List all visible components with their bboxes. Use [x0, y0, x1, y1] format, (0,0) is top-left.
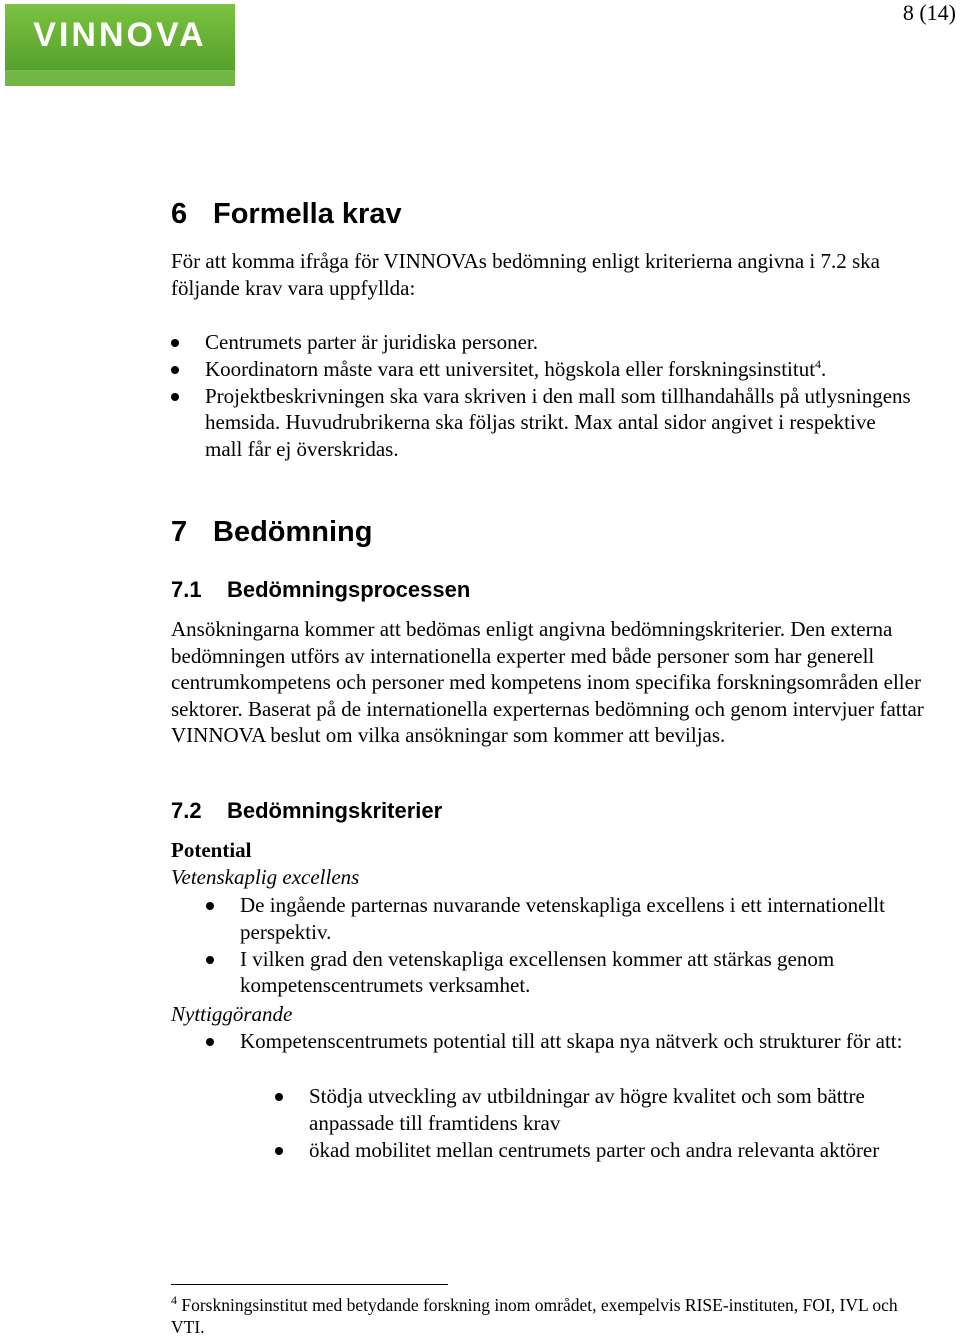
utilization-list [171, 1028, 941, 1055]
section-6-heading [171, 198, 402, 231]
page-number: 8 (14) [902, 0, 956, 25]
bullet-icon [171, 339, 179, 347]
list-item: I vilken grad den vetenskapliga excellensen kommer att stärkas genom kompetenscentrumets verksamhet. [171, 946, 911, 1000]
section-number: 7 [171, 516, 188, 548]
list-item: Stödja utveckling av utbildningar av högre kvalitet och som bättre anpassade till framtidens krav [171, 1083, 931, 1137]
bullet-icon [206, 956, 214, 964]
excellence-heading: Vetenskaplig excellens [171, 865, 360, 889]
list-item: Projektbeskrivningen ska vara skriven i den mall som tillhandahålls på utlysningens hemsida. Huvudrubrikerna ska följas strikt. Max antal sidor angivet i respektive mall får ej överskridas. [171, 383, 911, 463]
section-7-heading [171, 516, 373, 549]
footnote-number: 4 [171, 1293, 177, 1308]
footnote [171, 1294, 931, 1338]
list-item: Centrumets parter är juridiska personer. [171, 329, 911, 356]
vinnova-logo [5, 4, 235, 86]
section-6-intro: För att komma ifråga för VINNOVAs bedömning enligt kriterierna angivna i 7.2 ska följande krav vara uppfyllda: [171, 249, 880, 300]
footnote-divider [171, 1284, 448, 1285]
subsection-title: Bedömningsprocessen [227, 577, 471, 602]
list-item: Kompetenscentrumets potential till att skapa nya nätverk och strukturer för att: [171, 1028, 941, 1055]
requirements-list [171, 329, 911, 463]
svg-text:VINNOVA: VINNOVA [33, 16, 207, 54]
list-item: ökad mobilitet mellan centrumets parter och andra relevanta aktörer [171, 1137, 931, 1164]
utilization-heading: Nyttiggörande [171, 1002, 293, 1026]
section-number: 6 [171, 198, 188, 230]
footnote-ref: 4 [815, 356, 822, 371]
subsection-number: 7.1 [171, 577, 202, 602]
subsection-number: 7.2 [171, 798, 202, 823]
bullet-icon [171, 366, 179, 374]
potential-heading: Potential [171, 838, 252, 862]
bullet-icon [206, 902, 214, 910]
assessment-process-text: Ansökningarna kommer att bedömas enligt angivna bedömningskriterier. Den externa bedömningen utförs av internationella experter med både personer som har generell centrumkompetens och personer med kompetens inom specifika forskningsområden eller sektorer. Baserat på de internationella experternas bedömning och genom intervjuer fattar VINNOVA beslut om vilka ansökningar som kommer att beviljas. [171, 617, 924, 747]
bullet-icon [275, 1093, 283, 1101]
section-title: Formella krav [213, 198, 402, 230]
list-item: Koordinatorn måste vara ett universitet, högskola eller forskningsinstitut$^4$. [171, 356, 911, 383]
section-title: Bedömning [213, 516, 373, 548]
utilization-sublist [171, 1083, 931, 1163]
bullet-icon [275, 1147, 283, 1155]
bullet-icon [171, 393, 179, 401]
subsection-title: Bedömningskriterier [227, 798, 443, 823]
subsection-7-1-heading [171, 577, 470, 603]
subsection-7-2-heading [171, 798, 442, 824]
list-item: De ingående parternas nuvarande vetenskapliga excellens i ett internationellt perspektiv. [171, 892, 911, 946]
footnote-text: Forskningsinstitut med betydande forskning inom området, exempelvis RISE-instituten, FOI, IVL och VTI. [171, 1295, 898, 1337]
bullet-icon [206, 1038, 214, 1046]
excellence-list [171, 892, 911, 999]
